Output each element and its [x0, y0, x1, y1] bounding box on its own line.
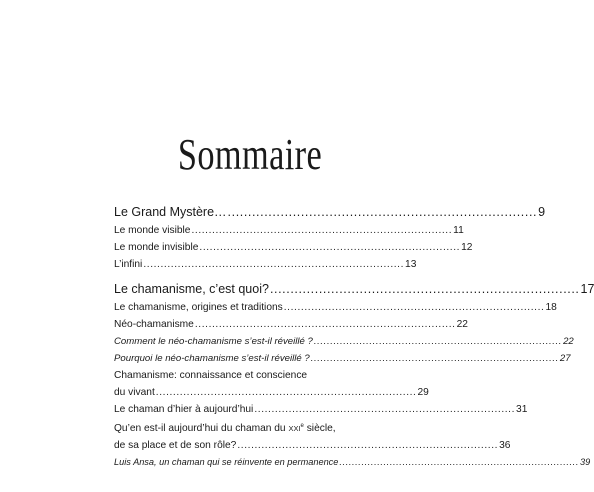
century-numeral: XXI [288, 424, 301, 433]
toc-label: Luis Ansa, un chaman qui se réinvente en permanence [114, 457, 339, 467]
toc-page-number: 11 [453, 225, 464, 236]
toc-entry-neo-chamanisme [114, 316, 468, 333]
toc-leader-dots: ............................................................................ [283, 302, 545, 313]
toc-leader-dots: ............................................................................ [194, 319, 456, 330]
toc-label: Néo-chamanisme [114, 319, 194, 330]
toc-page-number: 31 [516, 404, 528, 415]
toc-label: Le monde invisible [114, 242, 199, 253]
toc-leader-dots: ............................................................................ [339, 457, 579, 467]
toc-entry-monde-visible [114, 222, 464, 239]
toc-text: Qu’en est-il aujourd’hui du chaman du [114, 423, 289, 434]
toc-entry-comment [114, 333, 574, 350]
toc-page-number: 12 [461, 242, 473, 253]
toc-leader-dots: ............................................................................ [199, 242, 461, 253]
toc-page-number: 22 [563, 336, 574, 347]
toc-leader-dots: ............................................................................ [237, 440, 499, 451]
toc-label: Le chamanisme, c’est quoi? [114, 282, 269, 296]
toc-page-number: 27 [559, 353, 571, 364]
toc-page-number: 13 [405, 259, 417, 270]
toc-leader-dots: ............................................................................ [310, 353, 559, 364]
table-of-contents [114, 203, 594, 471]
page-title: Sommaire [177, 130, 323, 179]
toc-leader-dots: ............................................................................ [143, 259, 405, 270]
toc-label: Comment le néo-chamanisme s’est-il réveillé ? [114, 336, 313, 347]
toc-leader-dots: ............................................................................ [313, 336, 563, 347]
toc-leader-dots: ............................................................................ [227, 205, 538, 219]
toc-page-number: 29 [417, 387, 429, 398]
toc-page-number: 39 [580, 457, 591, 467]
toc-entry-grand-mystere [114, 203, 546, 222]
toc-entry-conscience [114, 384, 429, 401]
toc-label: Le monde visible [114, 225, 191, 236]
toc-label: de sa place et de son rôle? [114, 440, 237, 451]
toc-page-number: 18 [545, 302, 557, 313]
toc-leader-dots: ............................................................................ [269, 282, 580, 296]
toc-label: du vivant [114, 387, 155, 398]
toc-label: Le Grand Mystère… [114, 205, 227, 219]
toc-entry-chaman-hier [114, 401, 528, 418]
toc-entry-monde-invisible [114, 239, 473, 256]
toc-entry-chamanisme-quoi [114, 280, 594, 299]
toc-label: L’infini [114, 259, 143, 270]
toc-label: Pourquoi le néo-chamanisme s’est-il réveillé ? [114, 353, 310, 364]
toc-label: Le chaman d’hier à aujourd’hui [114, 404, 254, 415]
toc-page-number: 22 [456, 319, 468, 330]
toc-page-number: 17 [580, 282, 594, 296]
toc-leader-dots: ............................................................................ [191, 225, 453, 236]
toc-entry-xxi-line1 [114, 418, 386, 437]
toc-text: siècle, [303, 423, 336, 434]
toc-leader-dots: ............................................................................ [254, 404, 516, 415]
toc-entry-conscience-line1: Chamanisme: connaissance et conscience [114, 370, 308, 381]
toc-entry-pourquoi [114, 350, 571, 367]
toc-page-number: 36 [499, 440, 511, 451]
toc-label: Le chamanisme, origines et traditions [114, 302, 283, 313]
toc-entry-origines [114, 299, 557, 316]
century-superscript: e [300, 423, 304, 429]
toc-page-number: 9 [538, 205, 546, 219]
toc-entry-xxi [114, 437, 511, 454]
toc-entry-infini [114, 256, 417, 273]
toc-leader-dots: ............................................................................ [155, 387, 417, 398]
toc-entry-ansa [114, 454, 591, 471]
section-spacer [114, 273, 386, 280]
